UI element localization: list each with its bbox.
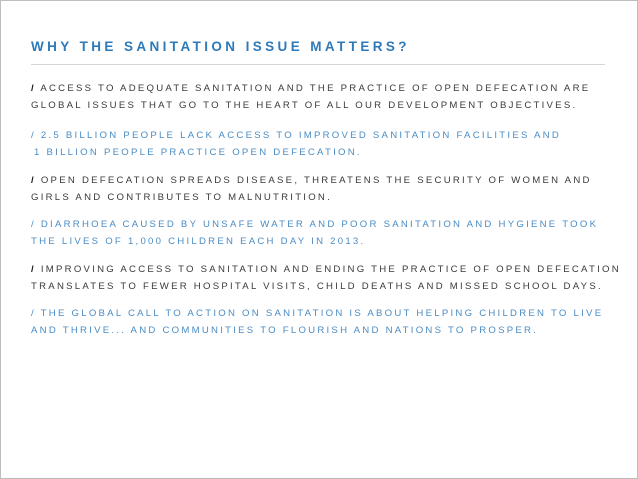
slash-marker: /: [31, 175, 36, 186]
slash-marker: /: [31, 83, 36, 94]
paragraph-1-line-2: GLOBAL ISSUES THAT GO TO THE HEART OF ALL OUR DEVELOPMENT OBJECTIVES.: [31, 100, 578, 111]
paragraph-5: [31, 261, 631, 295]
paragraph-5-line-2: TRANSLATES TO FEWER HOSPITAL VISITS, CHILD DEATHS AND MISSED SCHOOL DAYS.: [31, 281, 603, 292]
slash-marker: /: [31, 308, 36, 319]
paragraph-3-line-1: / OPEN DEFECATION SPREADS DISEASE, THREATENS THE SECURITY OF WOMEN AND: [31, 175, 592, 186]
paragraph-1-line-1: / ACCESS TO ADEQUATE SANITATION AND THE PRACTICE OF OPEN DEFECATION ARE: [31, 83, 591, 94]
slash-marker: /: [31, 219, 36, 230]
paragraph-1: [31, 80, 631, 114]
paragraph-6-line-1: / THE GLOBAL CALL TO ACTION ON SANITATION IS ABOUT HELPING CHILDREN TO LIVE: [31, 308, 604, 319]
paragraph-4-line-2: THE LIVES OF 1,000 CHILDREN EACH DAY IN 2013.: [31, 236, 366, 247]
paragraph-4: [31, 216, 631, 250]
slide-title: WHY THE SANITATION ISSUE MATTERS?: [31, 39, 410, 54]
paragraph-2-line-1: / 2.5 BILLION PEOPLE LACK ACCESS TO IMPROVED SANITATION FACILITIES AND: [31, 130, 562, 141]
paragraph-6-line-2: AND THRIVE... AND COMMUNITIES TO FLOURISH AND NATIONS TO PROSPER.: [31, 325, 539, 336]
paragraph-4-line-1: / DIARRHOEA CAUSED BY UNSAFE WATER AND POOR SANITATION AND HYGIENE TOOK: [31, 219, 599, 230]
paragraph-6: [31, 305, 631, 339]
paragraph-2: [31, 127, 631, 161]
paragraph-3-line-2: GIRLS AND CONTRIBUTES TO MALNUTRITION.: [31, 192, 333, 203]
paragraph-5-line-1: / IMPROVING ACCESS TO SANITATION AND ENDING THE PRACTICE OF OPEN DEFECATION: [31, 264, 621, 275]
title-divider: [31, 64, 605, 65]
slash-marker: /: [31, 130, 36, 141]
paragraph-2-line-2: 1 BILLION PEOPLE PRACTICE OPEN DEFECATION.: [34, 147, 362, 158]
slash-marker: /: [31, 264, 36, 275]
paragraph-3: [31, 172, 631, 206]
